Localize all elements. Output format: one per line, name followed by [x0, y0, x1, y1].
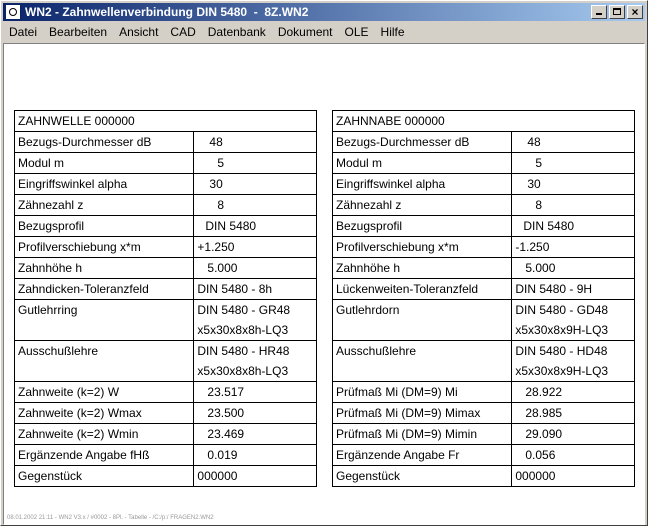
table-row: [333, 237, 635, 258]
shaft-row-value: [194, 174, 317, 195]
table-row: [15, 153, 317, 174]
hub-row-label: Lückenweiten-Toleranzfeld: [333, 279, 512, 300]
hub-row-label: Prüfmaß Mi (DM=9) Mi: [333, 382, 512, 403]
hub-row-label: Profilverschiebung x*m: [333, 237, 512, 258]
hub-header: ZAHNNABE 000000: [333, 111, 635, 132]
shaft-header-row: [15, 111, 317, 132]
hub-row-label: Ausschußlehre: [333, 341, 512, 382]
menu-hilfe[interactable]: Hilfe: [380, 25, 405, 39]
shaft-value-text: 23.500: [207, 406, 245, 420]
hub-value-text: 5: [535, 156, 543, 170]
shaft-value-text: 5.000: [207, 261, 238, 275]
table-row: [15, 258, 317, 279]
hub-row-value: [512, 237, 635, 258]
shaft-row-label: Zahndicken-Toleranzfeld: [15, 279, 194, 300]
shaft-row-label: Zahnweite (k=2) Wmin: [15, 424, 194, 445]
shaft-row-label: Bezugsprofil: [15, 216, 194, 237]
menu-bar: [3, 23, 645, 41]
shaft-value-text: 48: [209, 135, 223, 149]
table-row: [333, 153, 635, 174]
shaft-row-label: Ausschußlehre: [15, 341, 194, 382]
shaft-value-text: 000000: [197, 469, 238, 483]
shaft-value-line-1: DIN 5480 - HR48: [197, 344, 290, 358]
hub-row-value: [512, 403, 635, 424]
table-row: [15, 424, 317, 445]
hub-row-value: [512, 341, 635, 382]
shaft-row-value: [194, 258, 317, 279]
hub-value-text: 8: [535, 198, 543, 212]
hub-row-value: [512, 216, 635, 237]
table-row: [15, 403, 317, 424]
menu-dokument[interactable]: Dokument: [277, 25, 333, 39]
hub-value-text: 5.000: [525, 261, 556, 275]
table-row: [15, 132, 317, 153]
shaft-value-line-1: DIN 5480 - GR48: [197, 303, 291, 317]
hub-table: [332, 110, 635, 487]
shaft-row-value: [194, 466, 317, 487]
shaft-header: ZAHNWELLE 000000: [15, 111, 317, 132]
shaft-row-label: Ergänzende Angabe fHß: [15, 445, 194, 466]
hub-row-label: Bezugsprofil: [333, 216, 512, 237]
shaft-row-label: Zahnhöhe h: [15, 258, 194, 279]
table-row: [333, 341, 635, 382]
table-row: [15, 216, 317, 237]
table-row: [15, 341, 317, 382]
minimize-icon: [596, 13, 602, 15]
table-row: [333, 174, 635, 195]
hub-row-value: [512, 195, 635, 216]
table-row: [15, 445, 317, 466]
hub-value-text: 000000: [515, 469, 556, 483]
shaft-row-label: Zahnweite (k=2) W: [15, 382, 194, 403]
shaft-value-line-2: x5x30x8x8h-LQ3: [197, 323, 289, 337]
table-row: [15, 237, 317, 258]
shaft-value-text: 0.019: [207, 448, 238, 462]
shaft-row-label: Gegenstück: [15, 466, 194, 487]
hub-value-text: 28.922: [525, 385, 563, 399]
shaft-row-label: Gutlehrring: [15, 300, 194, 341]
menu-datei[interactable]: Datei: [9, 25, 38, 39]
hub-row-label: Gegenstück: [333, 466, 512, 487]
app-icon[interactable]: [5, 4, 21, 20]
hub-row-label: Zähnezahl z: [333, 195, 512, 216]
hub-row-value: [512, 279, 635, 300]
hub-value-text: -1.250: [515, 240, 550, 254]
menu-ansicht[interactable]: Ansicht: [119, 25, 159, 39]
hub-row-value: [512, 174, 635, 195]
table-row: [15, 466, 317, 487]
menu-cad[interactable]: CAD: [170, 25, 196, 39]
shaft-row-label: Zähnezahl z: [15, 195, 194, 216]
hub-row-value: [512, 445, 635, 466]
shaft-value-text: 8: [217, 198, 225, 212]
table-row: [15, 382, 317, 403]
hub-value-line-2: x5x30x8x9H-LQ3: [515, 364, 609, 378]
hub-value-text: 0.056: [525, 448, 556, 462]
shaft-value-text: DIN 5480 - 8h: [197, 282, 273, 296]
hub-value-line-1: DIN 5480 - HD48: [515, 344, 608, 358]
shaft-row-label: Eingriffswinkel alpha: [15, 174, 194, 195]
hub-value-text: 29.090: [525, 427, 563, 441]
hub-value-text: 48: [527, 135, 541, 149]
table-row: [333, 279, 635, 300]
hub-value-line-2: x5x30x8x9H-LQ3: [515, 323, 609, 337]
table-row: [333, 195, 635, 216]
table-row: [15, 300, 317, 341]
hub-value-text: DIN 5480: [523, 219, 575, 233]
table-row: [333, 258, 635, 279]
hub-row-label: Gutlehrdorn: [333, 300, 512, 341]
shaft-value-text: 30: [209, 177, 223, 191]
hub-row-label: Ergänzende Angabe Fr: [333, 445, 512, 466]
shaft-row-value: [194, 300, 317, 341]
shaft-value-line-2: x5x30x8x8h-LQ3: [197, 364, 289, 378]
shaft-row-value: [194, 341, 317, 382]
shaft-row-value: [194, 237, 317, 258]
table-row: [15, 195, 317, 216]
shaft-value-text: 23.517: [207, 385, 245, 399]
close-icon: ×: [631, 5, 639, 19]
shaft-value-text: DIN 5480: [205, 219, 257, 233]
shaft-value-text: 5: [217, 156, 225, 170]
menu-datenbank[interactable]: Datenbank: [207, 25, 266, 39]
table-row: [333, 403, 635, 424]
shaft-table: [14, 110, 317, 487]
hub-row-value: [512, 466, 635, 487]
title-bar[interactable]: [3, 3, 645, 21]
hub-value-text: DIN 5480 - 9H: [515, 282, 593, 296]
table-row: [333, 424, 635, 445]
table-row: [15, 279, 317, 300]
minimize-button[interactable]: [591, 5, 607, 19]
shaft-row-value: [194, 153, 317, 174]
table-row: [333, 216, 635, 237]
maximize-icon: [613, 8, 621, 15]
hub-row-value: [512, 424, 635, 445]
shaft-value-text: +1.250: [197, 240, 235, 254]
hub-row-label: Modul m: [333, 153, 512, 174]
hub-row-label: Prüfmaß Mi (DM=9) Mimax: [333, 403, 512, 424]
shaft-row-value: [194, 382, 317, 403]
window-controls: [589, 5, 643, 19]
hub-row-value: [512, 153, 635, 174]
table-row: [333, 445, 635, 466]
hub-row-label: Eingriffswinkel alpha: [333, 174, 512, 195]
close-button[interactable]: [627, 5, 643, 19]
shaft-row-value: [194, 424, 317, 445]
shaft-row-value: [194, 403, 317, 424]
hub-row-value: [512, 258, 635, 279]
hub-row-value: [512, 300, 635, 341]
document-area[interactable]: [3, 43, 645, 525]
shaft-row-value: [194, 132, 317, 153]
table-row: [333, 300, 635, 341]
shaft-row-label: Profilverschiebung x*m: [15, 237, 194, 258]
hub-row-label: Prüfmaß Mi (DM=9) Mimin: [333, 424, 512, 445]
shaft-value-text: 23.469: [207, 427, 245, 441]
window-title: WN2 - Zahnwellenverbindung DIN 5480 - 8Z.WN2: [25, 5, 309, 19]
hub-value-line-1: DIN 5480 - GD48: [515, 303, 609, 317]
hub-row-value: [512, 132, 635, 153]
table-row: [333, 132, 635, 153]
menu-bearbeiten[interactable]: Bearbeiten: [49, 25, 108, 39]
shaft-row-label: Zahnweite (k=2) Wmax: [15, 403, 194, 424]
table-row: [333, 382, 635, 403]
shaft-row-value: [194, 216, 317, 237]
hub-row-value: [512, 382, 635, 403]
shaft-row-value: [194, 279, 317, 300]
maximize-button[interactable]: [609, 5, 625, 19]
shaft-row-label: Bezugs-Durchmesser dB: [15, 132, 194, 153]
shaft-row-value: [194, 195, 317, 216]
shaft-row-value: [194, 445, 317, 466]
table-row: [15, 174, 317, 195]
status-footer: 08.01.2002 21:11 - WN2 V3.x / #0002 - 8Pl. - Tabelle - /C:/p:/ FRAGEN2.WN2: [7, 515, 214, 521]
hub-row-label: Zahnhöhe h: [333, 258, 512, 279]
hub-value-text: 28.985: [525, 406, 563, 420]
shaft-row-label: Modul m: [15, 153, 194, 174]
hub-row-label: Bezugs-Durchmesser dB: [333, 132, 512, 153]
hub-value-text: 30: [527, 177, 541, 191]
hub-header-row: [333, 111, 635, 132]
table-row: [333, 466, 635, 487]
menu-ole[interactable]: OLE: [344, 25, 369, 39]
